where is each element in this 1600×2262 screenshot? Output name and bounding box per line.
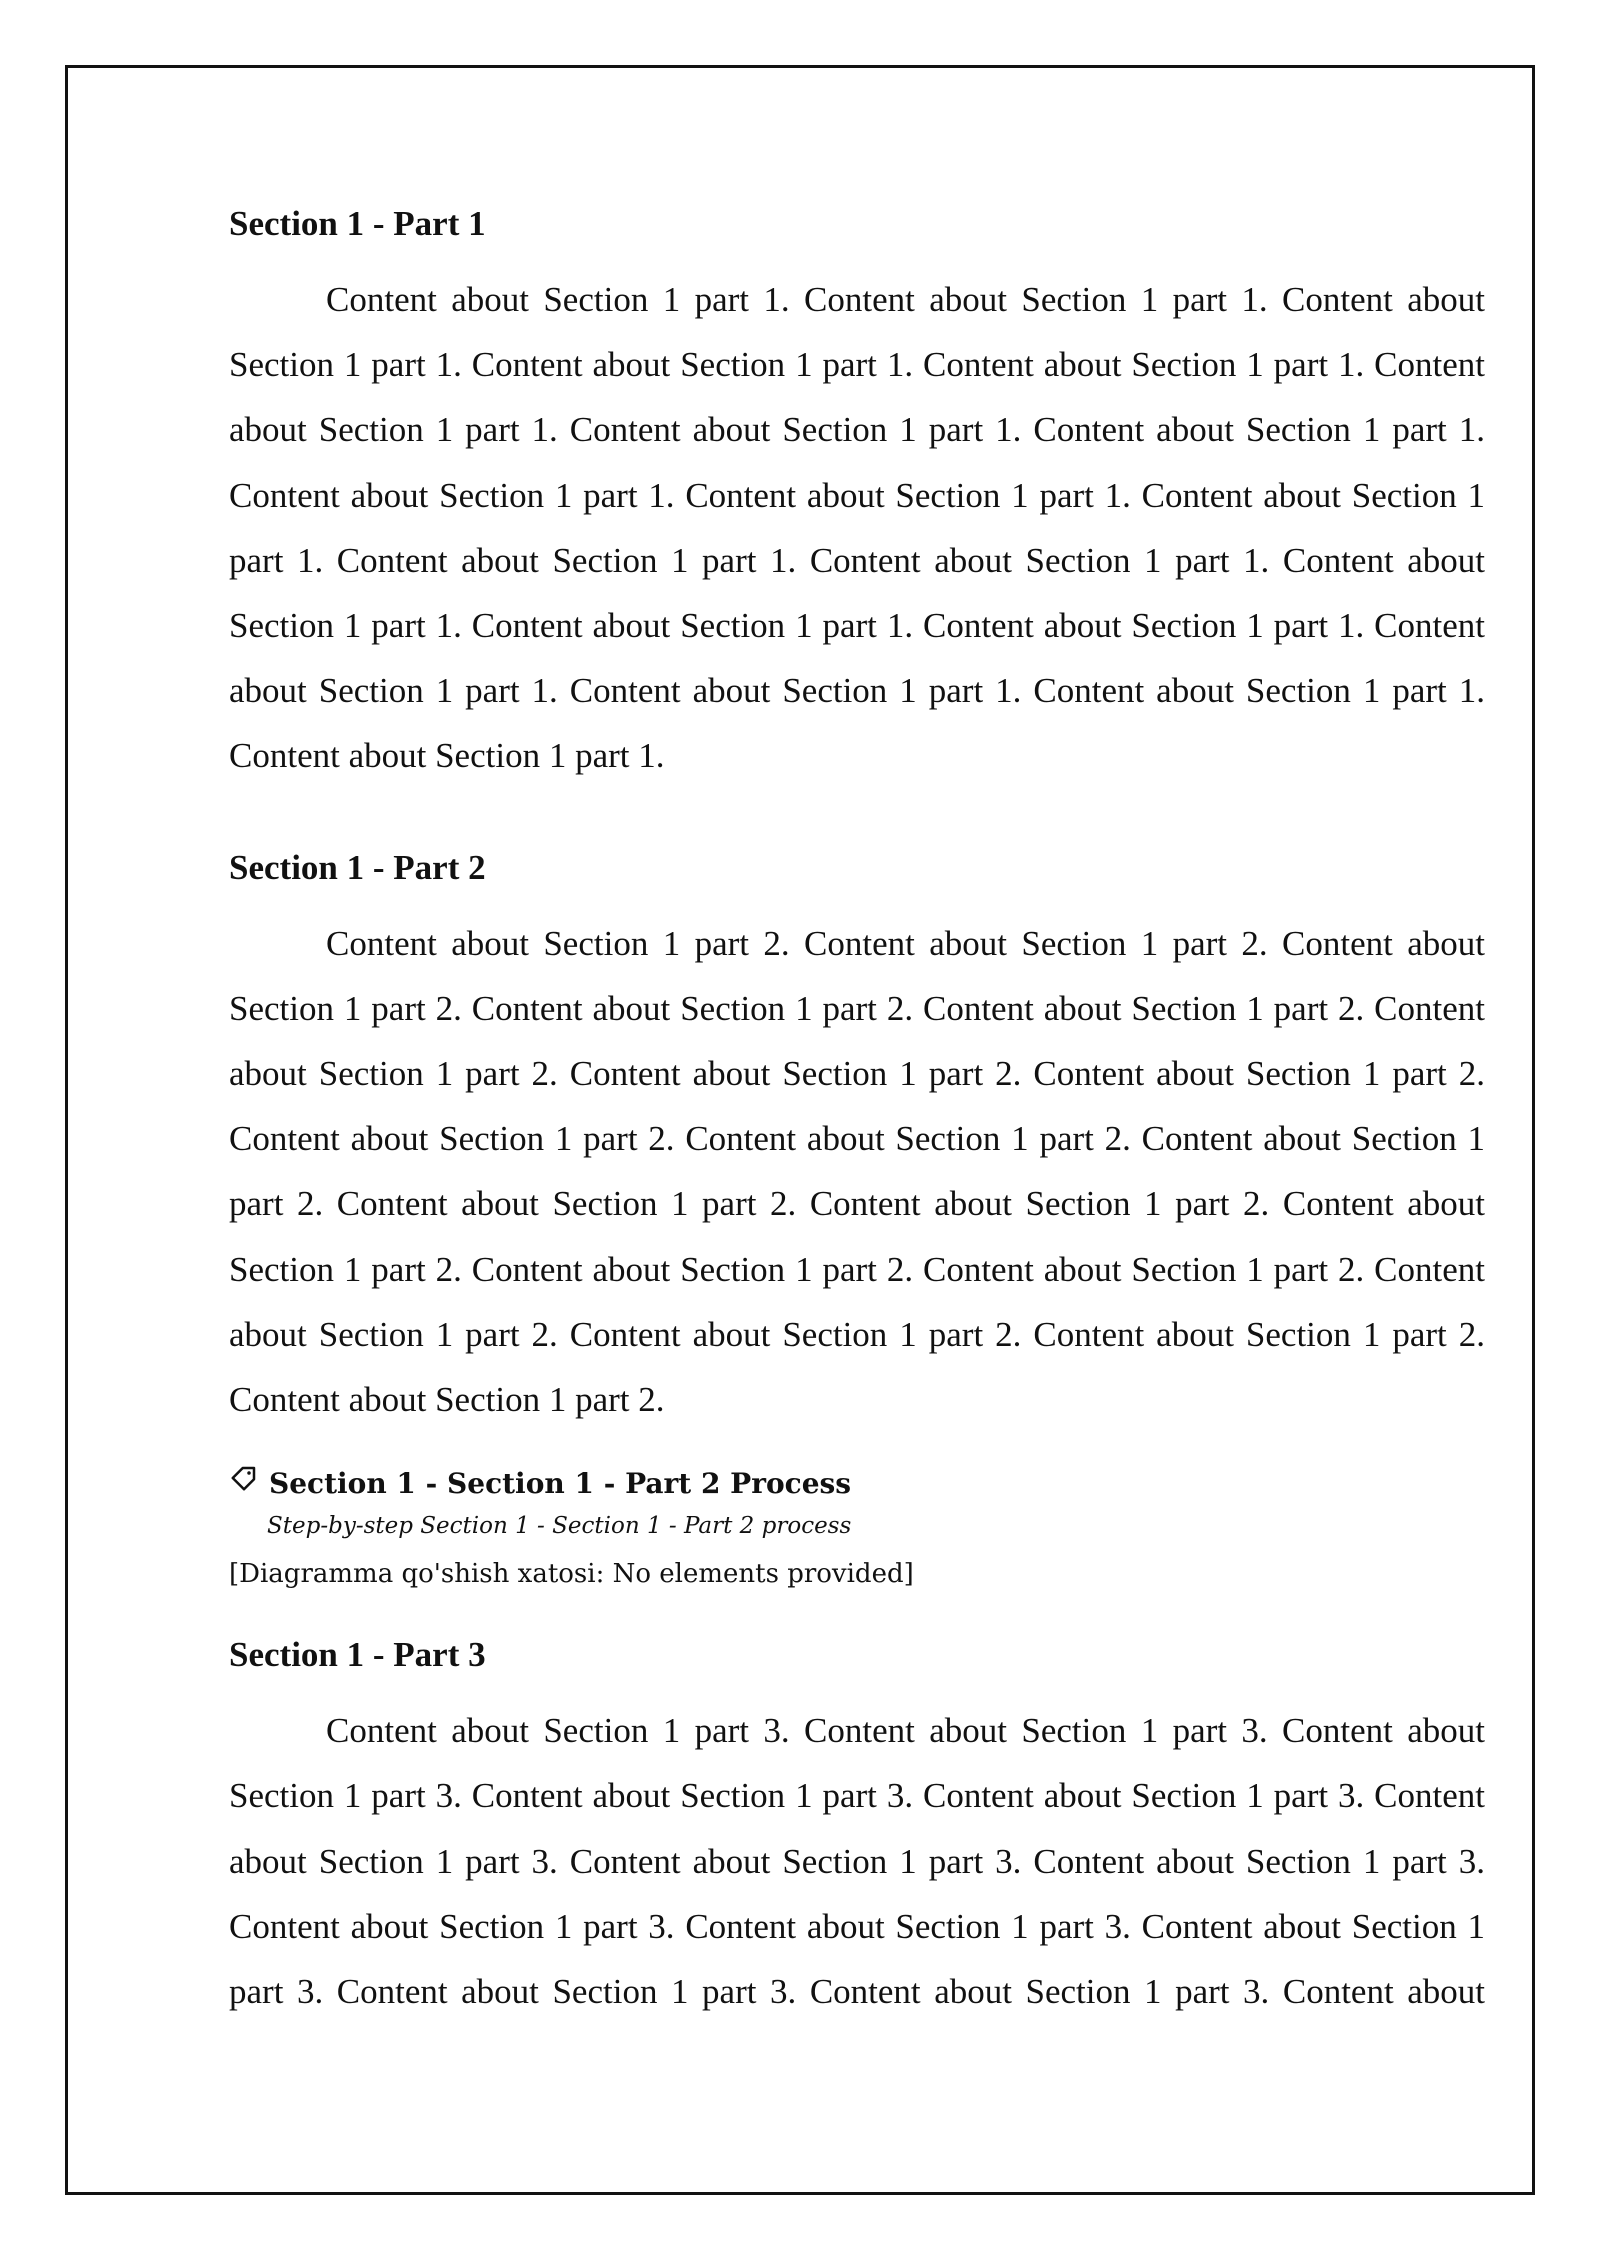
document-content — [229, 195, 1485, 2024]
diagram-subtitle: Step-by-step Section 1 - Section 1 - Part 2 process — [267, 1513, 852, 1540]
section-paragraph: Content about Section 1 part 3. Content about Section 1 part 3. Content about Section 1 part 3. Content about Section 1 part 3. Content about Section 1 part 3. Content about Section 1 part 3. Content about Section 1 part 3. Content about Section 1 part 3. Content about Section 1 part 3. Content about Section 1 part 3. Content about Section 1 part 3. Content about Section 1 part 3. Content about Section 1 part 3. Content about — [229, 1711, 1485, 2012]
section-heading: Section 1 - Part 2 — [229, 847, 486, 887]
section-heading: Section 1 - Part 3 — [229, 1635, 486, 1675]
diagram-title: Section 1 - Section 1 - Part 2 Process — [269, 1467, 852, 1501]
section-paragraph: Content about Section 1 part 2. Content about Section 1 part 2. Content about Section 1 part 2. Content about Section 1 part 2. Content about Section 1 part 2. Content about Section 1 part 2. Content about Section 1 part 2. Content about Section 1 part 2. Content about Section 1 part 2. Content about Section 1 part 2. Content about Section 1 part 2. Content about Section 1 part 2. Content about Section 1 part 2. Content about Section 1 part 2. Content about Section 1 part 2. Content about Section 1 part 2. Content about Section 1 part 2. Content about Section 1 part 2. Content about Section 1 part 2. Content about Section 1 part 2. — [229, 923, 1485, 1420]
diagram-block — [229, 1462, 1485, 1596]
section-heading: Section 1 - Part 1 — [229, 204, 486, 243]
section-paragraph: Content about Section 1 part 1. Content about Section 1 part 1. Content about Section 1 part 1. Content about Section 1 part 1. Content about Section 1 part 1. Content about Section 1 part 1. Content about Section 1 part 1. Content about Section 1 part 1. Content about Section 1 part 1. Content about Section 1 part 1. Content about Section 1 part 1. Content about Section 1 part 1. Content about Section 1 part 1. Content about Section 1 part 1. Content about Section 1 part 1. Content about Section 1 part 1. Content about Section 1 part 1. Content about Section 1 part 1. Content about Section 1 part 1. Content about Section 1 part 1. — [229, 280, 1485, 776]
diagram-title-row — [229, 1462, 1485, 1506]
diagram-error-message: [Diagramma qo'shish xatosi: No elements provided] — [229, 1559, 914, 1590]
tag-icon — [229, 1462, 269, 1506]
